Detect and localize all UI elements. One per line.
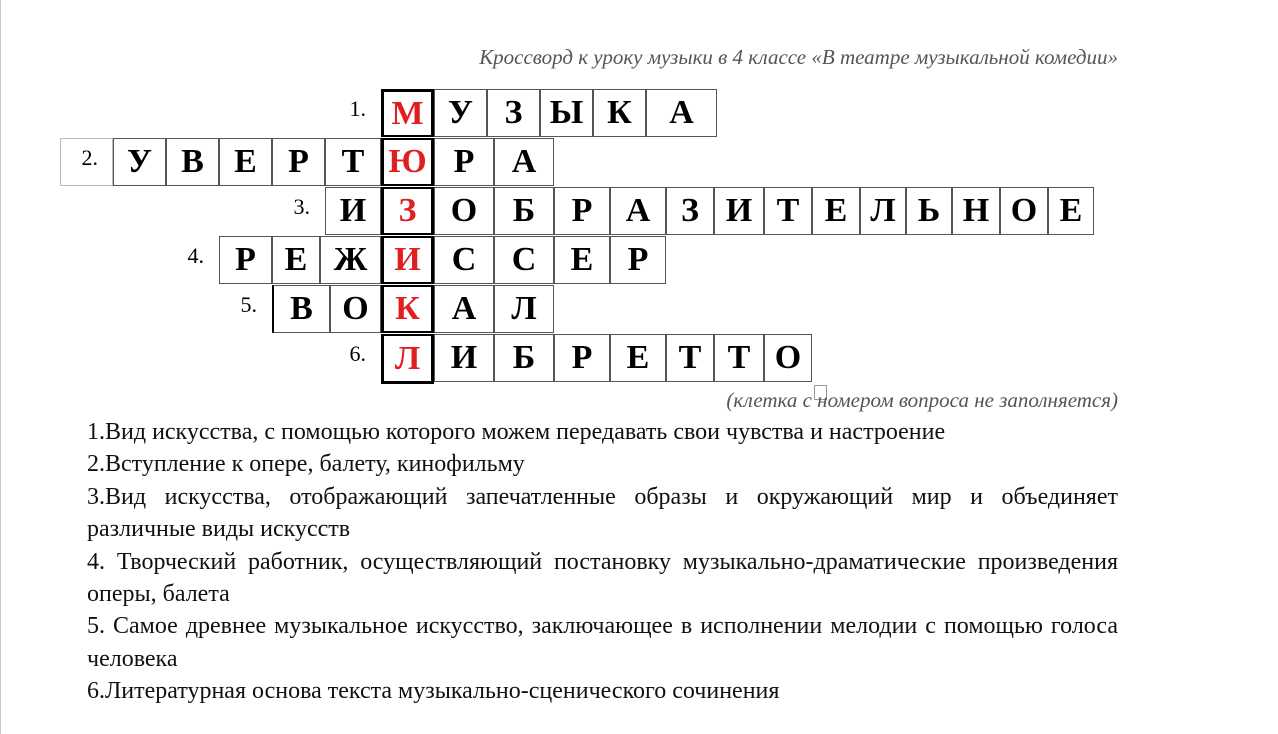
crossword-cell[interactable]: Т: [764, 187, 812, 235]
question-3: 3.Вид искусства, отображающий запечатленные образы и окружающий мир и объединяет различные виды искусств: [87, 483, 1118, 543]
crossword-cell[interactable]: С: [434, 236, 494, 284]
crossword-cell[interactable]: Р: [272, 138, 325, 186]
crossword-cell[interactable]: Т: [714, 334, 764, 382]
clue-number-2: 2.: [60, 138, 113, 186]
crossword-cell-key[interactable]: Ю: [381, 138, 434, 186]
crossword-cell-key[interactable]: М: [381, 89, 434, 137]
crossword-cell[interactable]: Е: [610, 334, 666, 382]
crossword-cell[interactable]: Б: [494, 187, 554, 235]
crossword-cell[interactable]: И: [325, 187, 381, 235]
crossword-cell[interactable]: И: [714, 187, 764, 235]
crossword-cell[interactable]: Б: [494, 334, 554, 382]
crossword-cell[interactable]: У: [113, 138, 166, 186]
crossword-cell[interactable]: Т: [666, 334, 714, 382]
crossword-cell[interactable]: Н: [952, 187, 1000, 235]
crossword-cell-key[interactable]: З: [381, 187, 434, 235]
crossword-cell[interactable]: Л: [860, 187, 906, 235]
crossword-cell[interactable]: Т: [325, 138, 381, 186]
clue-number-5: 5.: [219, 285, 272, 333]
crossword-cell[interactable]: О: [1000, 187, 1048, 235]
crossword-cell[interactable]: З: [487, 89, 540, 137]
crossword-cell[interactable]: Р: [434, 138, 494, 186]
crossword-cell[interactable]: А: [610, 187, 666, 235]
crossword-cell[interactable]: В: [272, 285, 330, 333]
crossword-cell[interactable]: А: [494, 138, 554, 186]
crossword-cell[interactable]: Ы: [540, 89, 593, 137]
crossword-cell[interactable]: Е: [812, 187, 860, 235]
clue-number-6: 6.: [328, 334, 381, 382]
clue-number-3: 3.: [272, 187, 325, 235]
crossword-cell[interactable]: Е: [554, 236, 610, 284]
crossword-cell[interactable]: С: [494, 236, 554, 284]
page-edge: [0, 0, 1, 734]
crossword-cell[interactable]: И: [434, 334, 494, 382]
crossword-cell[interactable]: А: [646, 89, 717, 137]
crossword-cell[interactable]: Ь: [906, 187, 952, 235]
clue-number-1: 1.: [328, 89, 381, 137]
crossword-title: Кроссворд к уроку музыки в 4 классе «В театре музыкальной комедии»: [479, 45, 1118, 69]
crossword-cell[interactable]: У: [434, 89, 487, 137]
clue-number-4: 4.: [166, 236, 219, 284]
crossword-cell[interactable]: Р: [610, 236, 666, 284]
crossword-cell-key[interactable]: К: [381, 285, 434, 333]
crossword-cell[interactable]: А: [434, 285, 494, 333]
crossword-cell-key[interactable]: Л: [381, 334, 434, 384]
crossword-cell[interactable]: Р: [219, 236, 272, 284]
question-1: 1.Вид искусства, с помощью которого можем передавать свои чувства и настроение: [87, 419, 946, 445]
crossword-cell[interactable]: О: [764, 334, 812, 382]
crossword-cell[interactable]: Е: [272, 236, 320, 284]
crossword-cell[interactable]: Е: [1048, 187, 1094, 235]
crossword-cell[interactable]: Р: [554, 187, 610, 235]
crossword-cell[interactable]: К: [593, 89, 646, 137]
crossword-cell[interactable]: В: [166, 138, 219, 186]
crossword-cell[interactable]: Л: [494, 285, 554, 333]
crossword-cell[interactable]: О: [434, 187, 494, 235]
crossword-cell[interactable]: Е: [219, 138, 272, 186]
crossword-cell[interactable]: З: [666, 187, 714, 235]
crossword-cell[interactable]: О: [330, 285, 381, 333]
question-6: 6.Литературная основа текста музыкально-сценического сочинения: [87, 678, 780, 705]
question-list: [87, 416, 1118, 708]
grid-note: (клетка с номером вопроса не заполняется): [726, 388, 1118, 412]
question-2: 2.Вступление к опере, балету, кинофильму: [87, 451, 525, 478]
crossword-cell-key[interactable]: И: [381, 236, 434, 284]
question-5: 5. Самое древнее музыкальное искусство, заключающее в исполнении мелодии с помощью голоса человека: [87, 613, 1118, 672]
crossword-cell[interactable]: Ж: [320, 236, 381, 284]
crossword-cell[interactable]: Р: [554, 334, 610, 382]
question-4: 4. Творческий работник, осуществляющий постановку музыкально-драматические произведения оперы, балета: [87, 548, 1118, 608]
